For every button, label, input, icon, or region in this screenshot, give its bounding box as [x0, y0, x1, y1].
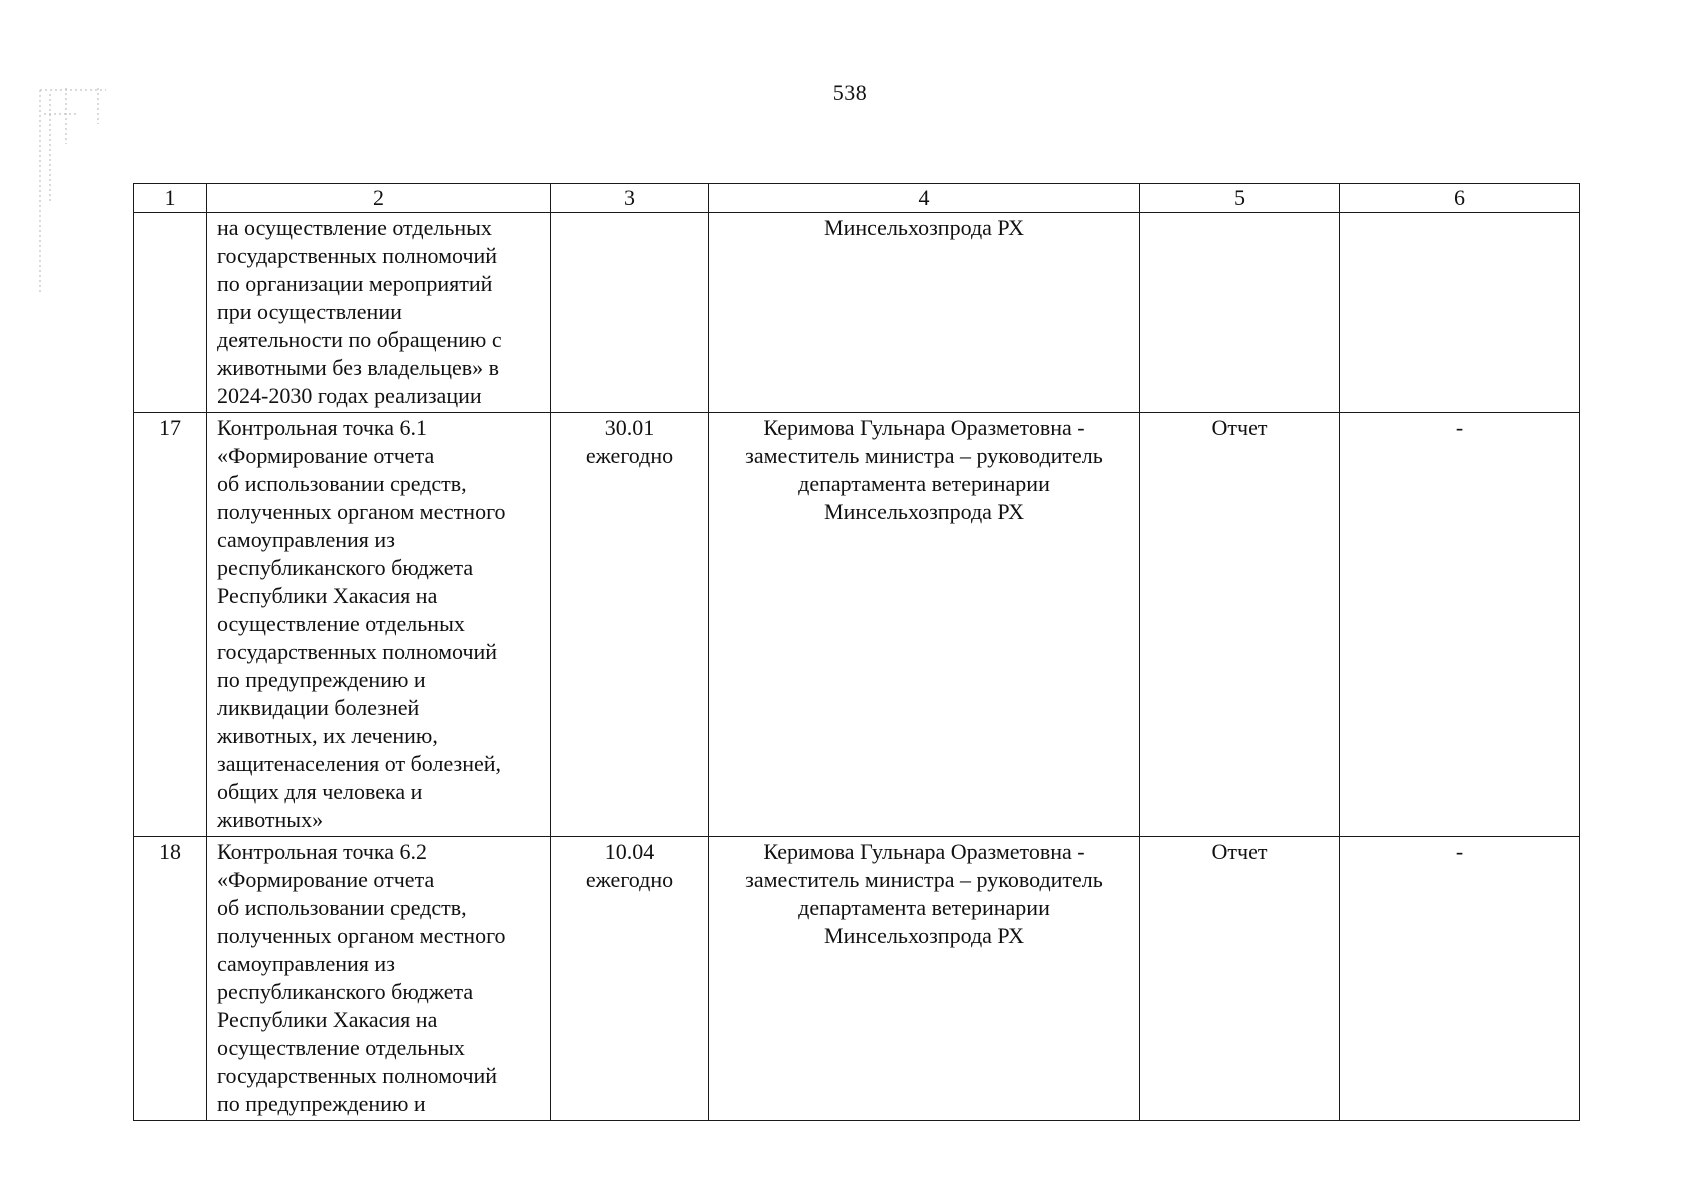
column-header-5: 5: [1140, 184, 1340, 213]
row-description: Контрольная точка 6.2 «Формирование отчета об использовании средств, полученных органом местного самоуправления из республиканского бюджета Республики Хакасия на осуществление отдельных государственных полномочий по предупреждению и: [207, 837, 551, 1121]
row-note: -: [1340, 837, 1580, 1121]
row-note: -: [1340, 413, 1580, 837]
row-note: [1340, 213, 1580, 413]
row-responsible: Керимова Гульнара Оразметовна - заместитель министра – руководитель департамента ветеринарии Минсельхозпрода РХ: [709, 413, 1140, 837]
column-header-2: 2: [207, 184, 551, 213]
row-result: [1140, 213, 1340, 413]
column-header-1: 1: [134, 184, 207, 213]
row-number: [134, 213, 207, 413]
row-result: Отчет: [1140, 837, 1340, 1121]
document-table: [133, 183, 1580, 1121]
row-responsible: Керимова Гульнара Оразметовна - заместитель министра – руководитель департамента ветеринарии Минсельхозпрода РХ: [709, 837, 1140, 1121]
column-header-4: 4: [709, 184, 1140, 213]
row-responsible: Минсельхозпрода РХ: [709, 213, 1140, 413]
row-description: на осуществление отдельных государственных полномочий по организации мероприятий при осуществлении деятельности по обращению с животными без владельцев» в 2024-2030 годах реализации: [207, 213, 551, 413]
column-header-6: 6: [1340, 184, 1580, 213]
column-header-3: 3: [551, 184, 709, 213]
row-date: 30.01 ежегодно: [551, 413, 709, 837]
row-number: 17: [134, 413, 207, 837]
row-date: 10.04 ежегодно: [551, 837, 709, 1121]
table-row: [134, 413, 1580, 837]
table-row: [134, 213, 1580, 413]
row-date: [551, 213, 709, 413]
table-header-row: [134, 184, 1580, 213]
row-number: 18: [134, 837, 207, 1121]
scan-artifact: [36, 84, 112, 304]
row-description: Контрольная точка 6.1 «Формирование отчета об использовании средств, полученных органом местного самоуправления из республиканского бюджета Республики Хакасия на осуществление отдельных государственных полномочий по предупреждению и ликвидации болезней животных, их лечению, защитенаселения от болезней, общих для человека и животных»: [207, 413, 551, 837]
row-result: Отчет: [1140, 413, 1340, 837]
table-row: [134, 837, 1580, 1121]
page-number: 538: [832, 80, 868, 105]
